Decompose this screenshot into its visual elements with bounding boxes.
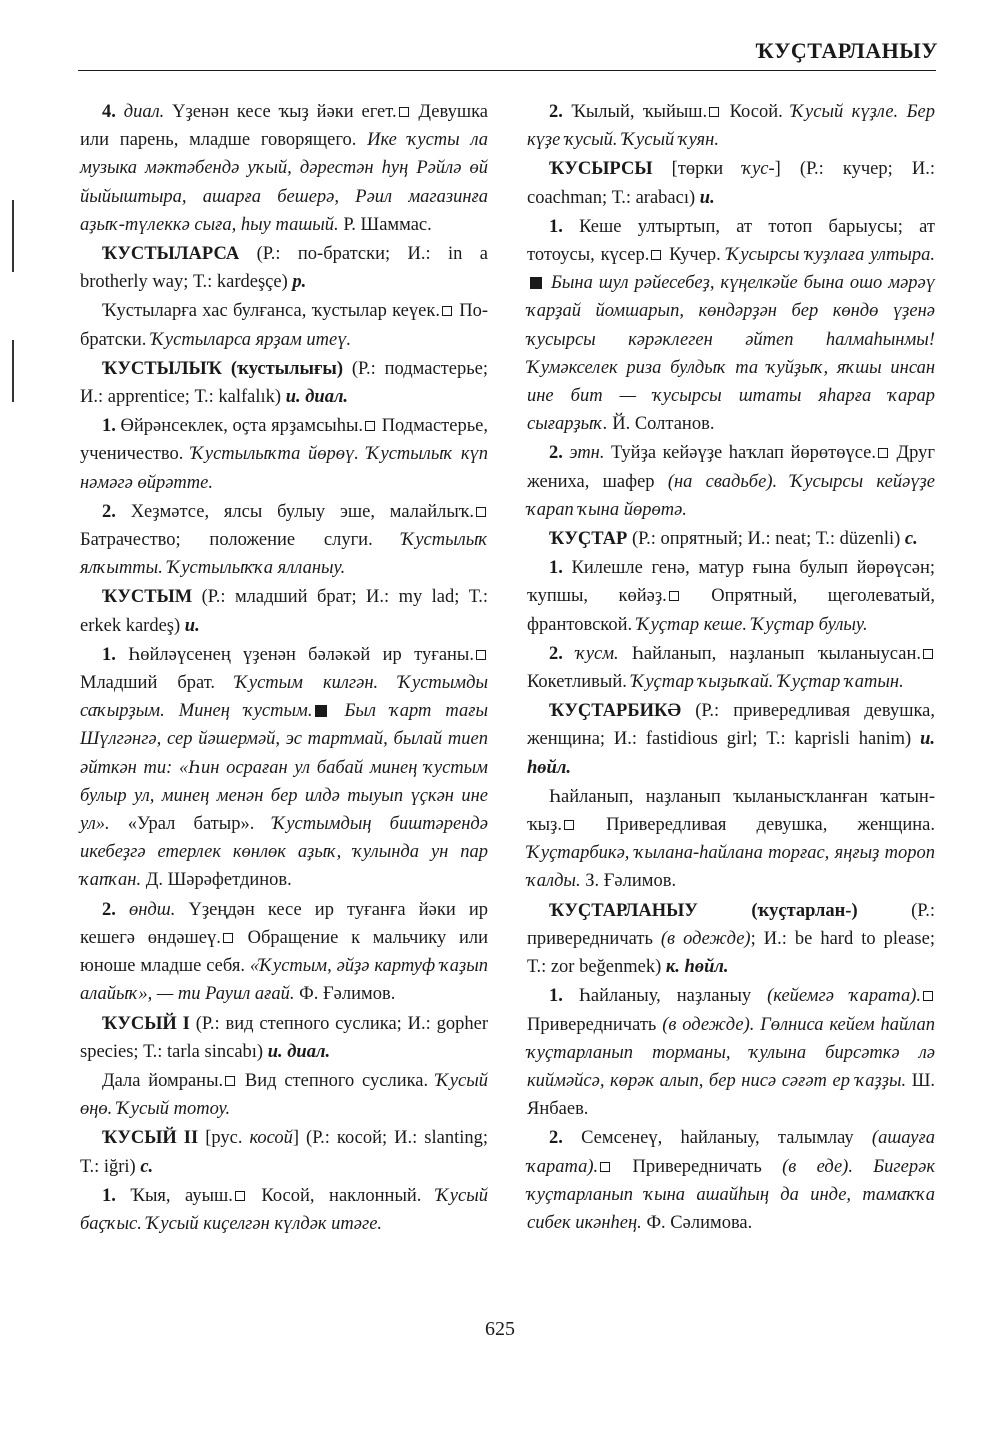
entry-sense <box>527 213 935 439</box>
definition: Кеше ултыртып, ат тотоп барыусы; ат тотоусы, күсер. <box>527 216 935 266</box>
translation: Кучер. <box>663 245 721 266</box>
translation: Девушка или парень, младше говорящего. <box>80 102 488 151</box>
right-column <box>527 98 935 1238</box>
example: Ҡусырсы кейәүҙе ҡарап ҡына йөрөтә. <box>527 471 935 520</box>
translation-square-icon <box>600 1162 610 1172</box>
etymology-gloss: (Р.: младший брат; И.: my lad; Т.: erkek kardeş) <box>80 587 488 636</box>
translation-square-icon <box>365 421 375 431</box>
etymology-italic: ҡус- <box>742 159 775 180</box>
definition: Һөйләүсенең үҙенән бәләкәй ир туғаны. <box>115 644 474 665</box>
translation-square-icon <box>235 1191 245 1201</box>
etymology-gloss: (Р.: подмастерье; И.: apprentice; Т.: kalfalık) <box>80 358 488 408</box>
entry-sense <box>80 498 488 583</box>
definition: Семсенеү, һайланыу, талымлау <box>562 1128 854 1149</box>
quote-source: Ш. Янбаев. <box>527 1070 935 1120</box>
headword: ҠУСТЫМ <box>102 587 193 608</box>
translation: Подмастерье, ученичество. <box>80 416 489 465</box>
translation: Обращение к мальчику или юноше младше себя. <box>80 927 488 977</box>
definition: Һайланыу, наҙланыу <box>562 986 752 1007</box>
sense-number: 1. <box>102 416 116 437</box>
entry-sense <box>80 1067 488 1123</box>
translation: Кокетливый. <box>527 672 627 693</box>
example: Ҡусый күҙле. Бер күҙе ҡусый. Ҡусый ҡуян. <box>527 102 935 151</box>
headword: ҠУҪТАРЛАНЫУ <box>549 900 698 921</box>
entry-headword-line <box>80 1010 488 1066</box>
definition-note: (ашауға ҡарата). <box>527 1128 935 1177</box>
headword: ҠУСТЫЛАРСА <box>102 244 240 265</box>
translation: Вид степного суслика. <box>237 1070 429 1091</box>
entry-sense <box>80 896 488 1009</box>
headword-variant: I <box>176 1013 190 1034</box>
quote-source: Р. Шаммас. <box>338 214 432 235</box>
translation-square-icon <box>476 650 486 660</box>
sense-number: 2. <box>549 443 563 464</box>
entry-headword-line <box>527 155 935 211</box>
translation: Косой, наклонный. <box>246 1185 422 1206</box>
quotation: Был ҡарт тағы Шүлгәнгә, сер йәшермәй, эс тартмай, былай тиеп әйткән ти: «Һин осраған ул бабай минең ҡустым булыр ул, минең менән бер илдә тыуып үҫкән ине ул». <box>80 701 488 835</box>
example: Ҡустыларса ярҙам итеү. <box>146 329 352 350</box>
quote-square-icon <box>315 705 327 717</box>
part-of-speech: и. <box>695 187 715 208</box>
translation: По-братски. <box>80 301 488 350</box>
entry-sense <box>527 783 935 896</box>
translation-note: (в еде). <box>761 1156 853 1177</box>
etymology-gloss: (Р.: привередничать <box>527 900 935 949</box>
translation-square-icon <box>476 507 486 517</box>
part-of-speech: р. <box>287 272 307 293</box>
entry-sense <box>527 1124 935 1237</box>
headword-variant: (ҡуҫтарлан-) <box>697 900 858 921</box>
definition: Өйрәнсеклек, оҫта ярҙамсыһы. <box>115 416 364 437</box>
quotation: Бына шул рәйесебеҙ, күңелкәйе бына ошо мәрәү ҡарҙай йомшарып, көндәрҙән бер көндө үҙенә ҡусырсы кәрәклеген әйтеп һалмаһынмы! Ҡумәкселек риза булдыҡ та ҡуйҙыҡ, яҡшы инсан ине бит — ҡусырсы штаты яһарға ҡарар сығарҙыҡ. <box>527 273 935 435</box>
entry-headword-line <box>527 525 935 553</box>
entry-sense <box>527 98 935 154</box>
headword-variant: II <box>176 1128 199 1149</box>
example: Ҡусый өңө. Ҡусый тотоу. <box>80 1070 488 1120</box>
example: Гөлниса кейем һайлап ҡуҫтарланып торманы, ҡулына бирсәткә лә киймәйсә, көрәк алып, бер нисә сәғәт ер ҡаҙҙы. <box>527 1014 935 1091</box>
sense-number: 4. <box>102 102 116 122</box>
headword: ҠУСЫЙ <box>102 1128 177 1149</box>
definition: Үҙенән кесе ҡыҙ йәки егет. <box>164 102 397 122</box>
definition-note: (кейемгә ҡарата). <box>751 986 921 1007</box>
etymology-gloss: ] (Р.: косой; И.: slanting; Т.: iğri) <box>80 1128 488 1177</box>
sense-number: 2. <box>102 899 116 920</box>
example: «Ҡустым, әйҙә картуф ҡаҙып алайыҡ», — ти Рауил ағай. <box>80 956 488 1005</box>
etymology-gloss: (Р.: по-братски; И.: in a brotherly way; Т.: kardeşçe) <box>80 244 488 293</box>
translation-square-icon <box>923 649 933 659</box>
definition: Үҙеңдән кесе ир туғанға йәки ир кешегә өндәшеү. <box>80 899 488 948</box>
entry-headword-line <box>527 697 935 782</box>
page-number: 625 <box>485 1318 515 1340</box>
translation: Друг жениха, шафер <box>527 443 936 492</box>
entry-sense <box>80 412 488 497</box>
example: Ҡустым килгән. Ҡустымды саҡырҙым. Минең ҡустым. <box>80 673 488 722</box>
definition: Ҡыя, ауыш. <box>115 1185 233 1206</box>
etymology-gloss: (Р.: привередливая девушка, женщина; И.: fastidious girl; Т.: kaprisli hanim) <box>527 701 935 750</box>
etymology-gloss: [төрки <box>652 159 743 180</box>
sense-number: 2. <box>549 643 563 664</box>
etymology-italic: косой <box>249 1128 293 1149</box>
entry-sense <box>80 297 488 353</box>
entry-headword-line <box>80 240 488 296</box>
quote-source: «Урал батыр». <box>109 814 255 835</box>
translation-square-icon <box>669 591 679 601</box>
etymology-gloss: (Р.: опрятный; И.: neat; Т.: düzenli) <box>627 529 901 550</box>
quote-source: Ф. Ғәлимов. <box>294 984 396 1005</box>
translation-note: (в одежде). <box>656 1014 755 1035</box>
translation: Привередливая девушка, женщина. <box>575 815 935 836</box>
translation-square-icon <box>923 991 933 1001</box>
entry-headword-line <box>80 1124 488 1180</box>
translation: Опрятный, щеголеватый, франтовской. <box>527 586 935 635</box>
entry-sense <box>80 98 488 239</box>
usage-mark: этн. <box>562 443 605 464</box>
definition: Килешле генә, матур ғына булып йөрөүсән; ҡупшы, көйәҙ. <box>527 558 935 607</box>
translation: Батрачество; положение слуги. <box>80 530 373 551</box>
headword: ҠУСЫЙ <box>102 1013 177 1034</box>
quote-source: З. Ғәлимов. <box>580 871 677 892</box>
sense-number: 1. <box>549 216 563 237</box>
translation-square-icon <box>223 933 233 943</box>
sense-number: 2. <box>102 501 116 522</box>
part-of-speech: и. <box>180 615 200 636</box>
example: Ҡустылыҡ ялҡытты. Ҡустылыҡҡа ялланыу. <box>80 530 489 579</box>
definition: Һайланып, наҙланып ҡыланыусан. <box>618 643 921 664</box>
translation-note: (на свадьбе). <box>654 471 778 492</box>
entry-sense <box>527 640 935 696</box>
example: Ҡустылыҡта йөрөү. Ҡустылыҡ күп нәмәгә өйрәтте. <box>80 444 488 493</box>
sense-number: 2. <box>549 102 563 122</box>
usage-mark: ҡусм. <box>562 643 619 664</box>
entry-sense <box>527 554 935 639</box>
example: Ҡусырсы ҡуҙлаға ултыра. <box>720 245 935 266</box>
translation: Младший брат. <box>80 673 216 694</box>
entry-sense <box>527 439 935 524</box>
headword: ҠУҪТАР <box>549 529 628 550</box>
sense-number: 1. <box>549 558 563 579</box>
definition: Хеҙмәтсе, ялсы булыу эше, малайлыҡ. <box>115 501 474 522</box>
example: Ҡуҫтарбикә, ҡылана-һайлана торғас, яңғыҙ тороп ҡалды. <box>527 843 935 892</box>
example: Ҡуҫтар ҡыҙыҡай. Ҡуҫтар ҡатын. <box>626 672 904 693</box>
translation-square-icon <box>878 448 888 458</box>
definition: Ҡустыларға хас булғанса, ҡустылар кеүек. <box>102 301 440 322</box>
translation-square-icon <box>442 306 452 316</box>
entry-headword-line <box>80 355 488 411</box>
etymology-italic: (в одежде) <box>660 928 751 949</box>
translation-square-icon <box>564 820 574 830</box>
part-of-speech: с. <box>900 529 918 550</box>
example: Ике ҡусты ла музыка мәктәбендә уҡый, дәрестән һуң Рәйлә өй йыйыштыра, ашарға бешерә, Рәил магазинға аҙыҡ-түлеккә сыға, һыу ташый. <box>80 130 489 235</box>
part-of-speech: и. диал. <box>263 1041 331 1062</box>
part-of-speech: с. <box>135 1156 154 1177</box>
sense-number: 1. <box>102 1185 116 1206</box>
quote-source: Д. Шәрәфетдинов. <box>141 870 292 891</box>
sense-number: 1. <box>549 986 563 1007</box>
example: Ҡуҫтар кеше. Ҡуҫтар булыу. <box>632 614 868 635</box>
translation: Привередничать <box>527 1014 657 1035</box>
translation-square-icon <box>709 107 719 117</box>
part-of-speech: к. һөйл. <box>661 957 729 978</box>
quote-source: Ф. Сәлимова. <box>641 1212 753 1233</box>
etymology-gloss: ; И.: be hard to please; Т.: zor beğenmek) <box>527 928 935 978</box>
headword-variant: (ҡустылығы) <box>222 358 343 379</box>
entry-headword-line <box>527 897 935 982</box>
definition: Туйҙа кейәүҙе һаҡлап йөрөтөүсе. <box>604 443 876 464</box>
usage-mark: өндш. <box>115 899 176 920</box>
etymology-gloss: [рус. <box>198 1128 250 1149</box>
example: Ҡусый баҫҡыс. Ҡусый киҫелгән күлдәк итәге. <box>80 1185 489 1234</box>
headword: ҠУСЫРСЫ <box>549 159 653 180</box>
translation: Косой. <box>721 102 783 122</box>
header-rule <box>78 70 936 71</box>
sense-number: 2. <box>549 1128 563 1149</box>
running-title: ҠУҪТАРЛАНЫУ <box>755 38 938 63</box>
left-column <box>80 98 488 1239</box>
part-of-speech: и. диал. <box>281 387 349 408</box>
headword: ҠУҪТАРБИКӘ <box>549 701 682 722</box>
etymology-gloss: ] (Р.: кучер; И.: coachman; Т.: arabacı) <box>527 159 935 208</box>
definition: Һайланып, наҙланып ҡыланысҡланған ҡатын-ҡыҙ. <box>527 786 935 836</box>
quotation: Ҡустымдың биштәрендә икебеҙгә етерлек көнлөк аҙыҡ, ҡулында ун пар ҡапҡан. <box>80 814 488 891</box>
translation-square-icon <box>225 1076 235 1086</box>
example: Бигерәк ҡуҫтарланып ҡына ашайһың да инде, тамаҡҡа сибек икәнһең. <box>527 1156 935 1233</box>
entry-headword-line <box>80 583 488 639</box>
entry-sense <box>80 641 488 895</box>
part-of-speech: и. һөйл. <box>527 729 935 778</box>
translation-square-icon <box>399 107 409 117</box>
usage-mark: диал. <box>115 102 165 122</box>
translation: Привередничать <box>612 1156 762 1177</box>
quote-square-icon <box>530 277 542 289</box>
headword: ҠУСТЫЛЫҠ <box>102 358 223 379</box>
etymology-gloss: (Р.: вид степного суслика; И.: gopher species; Т.: tarla sincabı) <box>80 1013 488 1062</box>
definition: Дала йомраны. <box>102 1070 224 1091</box>
sense-number: 1. <box>102 644 116 665</box>
translation-square-icon <box>651 250 661 260</box>
quote-source: Й. Солтанов. <box>607 414 715 435</box>
entry-sense <box>527 982 935 1123</box>
definition: Ҡылый, ҡыйыш. <box>562 102 708 122</box>
entry-sense <box>80 1182 488 1238</box>
